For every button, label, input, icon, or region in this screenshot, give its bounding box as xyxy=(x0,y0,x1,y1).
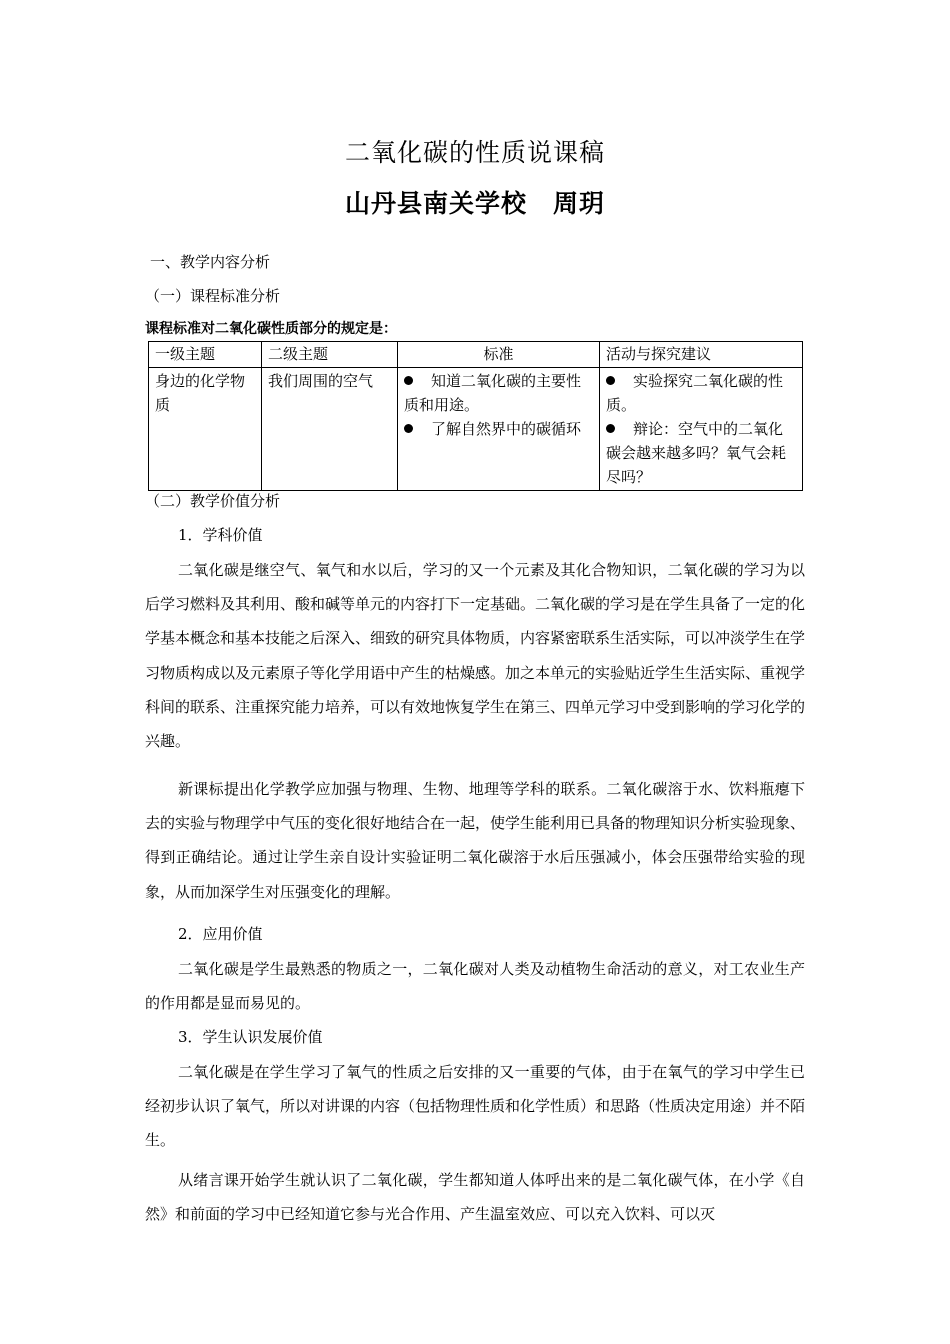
table-header-row xyxy=(149,342,803,368)
cell-activities xyxy=(600,368,803,491)
numbered-heading-2: 2．应用价值 xyxy=(178,925,263,943)
header-activities: 活动与探究建议 xyxy=(600,342,803,368)
activity-item: 实验探究二氧化碳的性质。 xyxy=(606,372,784,414)
subsection-heading-2: （二）教学价值分析 xyxy=(145,492,281,510)
bullet-icon xyxy=(404,424,413,433)
bullet-icon xyxy=(606,376,615,385)
table-caption: 课程标准对二氧化碳性质部分的规定是： xyxy=(145,321,397,337)
header-topic2: 二级主题 xyxy=(262,342,398,368)
author-line: 山丹县南关学校 周玥 xyxy=(344,189,605,218)
document-title: 二氧化碳的性质说课稿 xyxy=(344,138,605,167)
cell-topic2: 我们周围的空气 xyxy=(262,368,398,491)
paragraph-prior-knowledge: 从绪言课开始学生就认识了二氧化碳，学生都知道人体呼出来的是二氧化碳气体，在小学《自然》和前面的学习中已经知道它参与光合作用、产生温室效应、可以充入饮料、可以灭 xyxy=(145,1171,805,1224)
activity-item: 辩论：空气中的二氧化碳会越来越多吗？氧气会耗尽吗？ xyxy=(606,420,787,486)
paragraph-cognitive-value: 二氧化碳是在学生学习了氧气的性质之后安排的又一重要的气体，由于在氧气的学习中学生已经初步认识了氧气，所以对讲课的内容（包括物理性质和化学性质）和思路（性质决定用途）并不陌生。 xyxy=(145,1063,806,1150)
cell-topic1: 身边的化学物质 xyxy=(149,368,262,491)
section-heading-1: 一、教学内容分析 xyxy=(150,253,271,271)
subsection-heading-1: （一）课程标准分析 xyxy=(145,287,281,305)
bullet-icon xyxy=(606,424,615,433)
cell-standards xyxy=(398,368,600,491)
numbered-heading-3: 3．学生认识发展价值 xyxy=(178,1028,323,1046)
paragraph-interdisciplinary: 新课标提出化学教学应加强与物理、生物、地理等学科的联系。二氧化碳溶于水、饮料瓶瘪下去的实验与物理学中气压的变化很好地结合在一起，使学生能利用已具备的物理知识分析实验现象、得到正确结论。通过让学生亲自设计实验证明二氧化碳溶于水后压强减小，体会压强带给实验的现象，从而加深学生对压强变化的理解。 xyxy=(145,780,806,901)
header-standard: 标准 xyxy=(398,342,600,368)
standard-item: 了解自然界中的碳循环 xyxy=(404,417,593,441)
table-row xyxy=(149,368,803,491)
standard-item: 知道二氧化碳的主要性质和用途。 xyxy=(404,372,582,414)
numbered-heading-1: 1．学科价值 xyxy=(178,526,263,544)
curriculum-standards-table xyxy=(148,341,803,491)
paragraph-subject-value: 二氧化碳是继空气、氧气和水以后，学习的又一个元素及其化合物知识，二氧化碳的学习为以后学习燃料及其利用、酸和碱等单元的内容打下一定基础。二氧化碳的学习是在学生具备了一定的化学基本概念和基本技能之后深入、细致的研究具体物质，内容紧密联系生活实际，可以冲淡学生在学习物质构成以及元素原子等化学用语中产生的枯燥感。加之本单元的实验贴近学生生活实际、重视学科间的联系、注重探究能力培养，可以有效地恢复学生在第三、四单元学习中受到影响的学习化学的兴趣。 xyxy=(145,561,806,751)
paragraph-application-value: 二氧化碳是学生最熟悉的物质之一，二氧化碳对人类及动植物生命活动的意义，对工农业生产的作用都是显而易见的。 xyxy=(145,960,805,1013)
header-topic1: 一级主题 xyxy=(149,342,262,368)
bullet-icon xyxy=(404,376,413,385)
